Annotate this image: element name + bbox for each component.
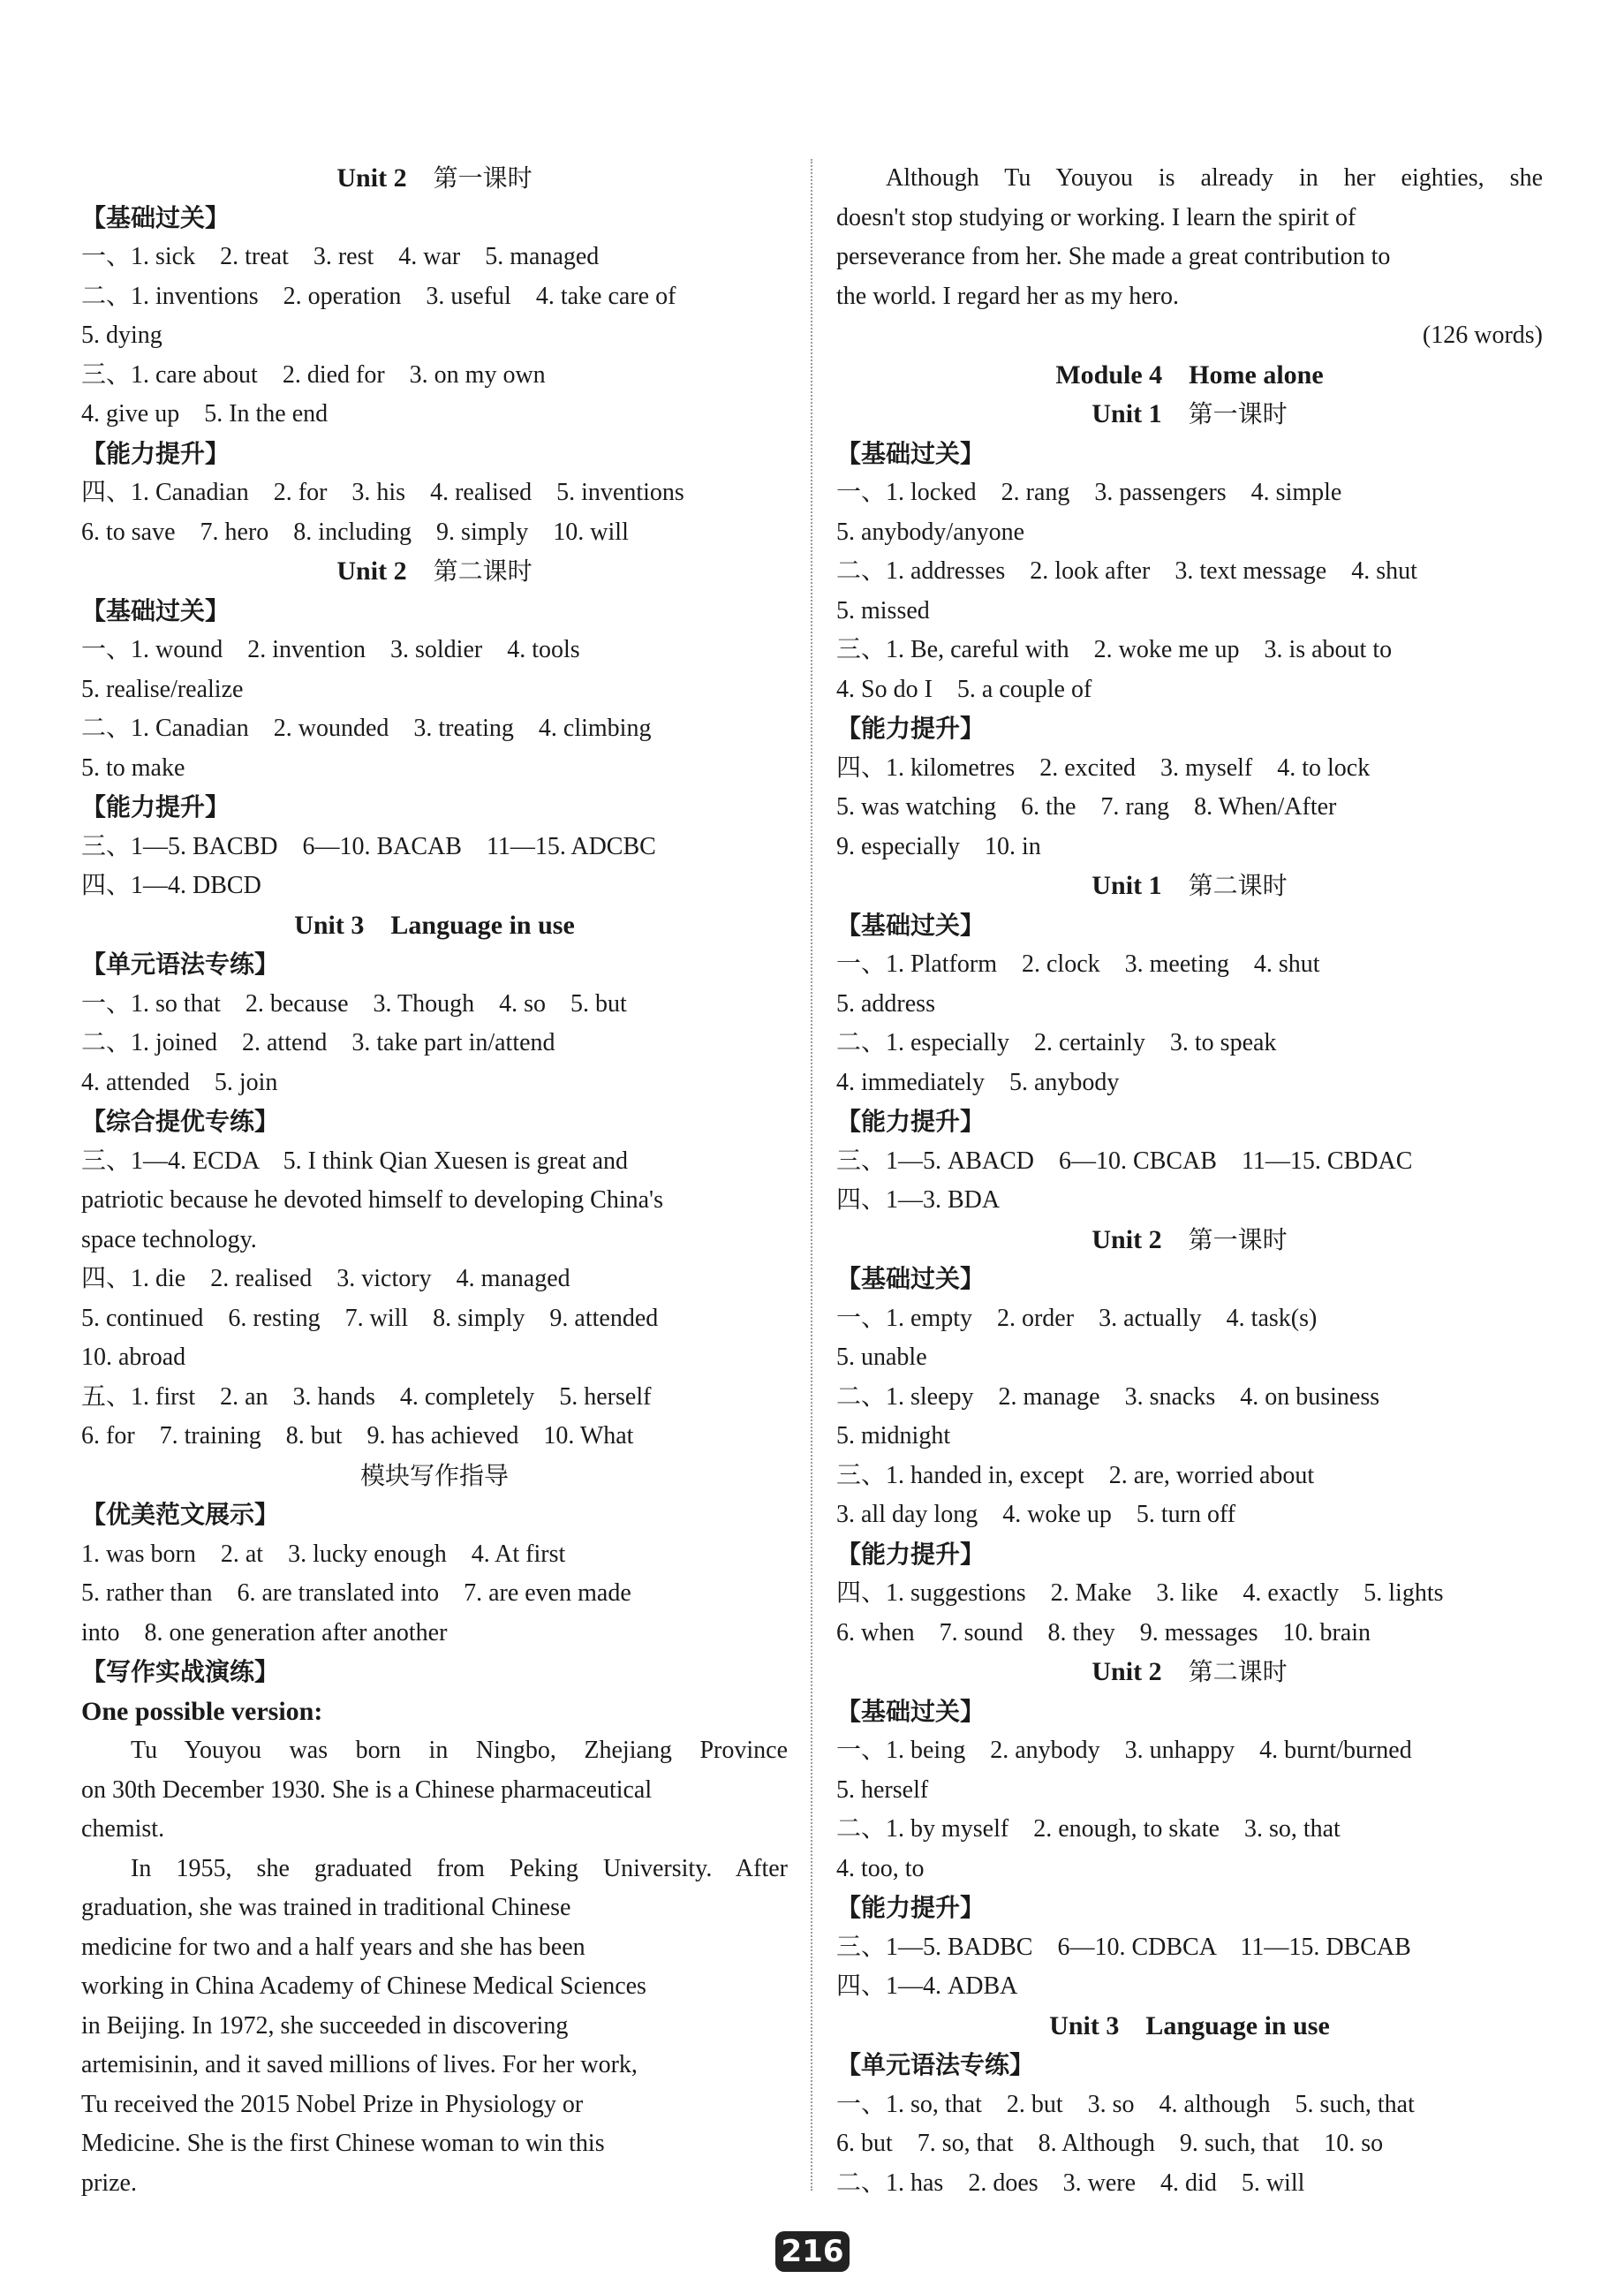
answer-line: 一、1. so that 2. because 3. Though 4. so 5. but xyxy=(81,989,627,1018)
title-text: Unit 2 xyxy=(336,556,407,586)
answer-line: the world. I regard her as my hero. xyxy=(836,282,1179,310)
answer-line: 三、1—5. BACBD 6—10. BACAB 11—15. ADCBC xyxy=(81,832,656,860)
answer-line: 6. to save 7. hero 8. including 9. simply 10. will xyxy=(81,518,629,546)
answer-line: 5. unable xyxy=(836,1344,927,1371)
answer-line: graduation, she was trained in traditional Chinese xyxy=(81,1894,571,1921)
lesson-label: 第一课时 xyxy=(433,163,533,193)
section-title xyxy=(81,1457,788,1496)
answer-line: 五、1. first 2. an 3. hands 4. completely 5. herself xyxy=(81,1382,652,1411)
column-divider xyxy=(811,159,812,2191)
answer-line: artemisinin, and it saved millions of lives. For her work, xyxy=(81,2051,638,2078)
answer-line: working in China Academy of Chinese Medical Sciences xyxy=(81,1972,646,2000)
section-heading: 【基础过关】 xyxy=(81,202,230,232)
section-heading: 【能力提升】 xyxy=(836,1539,986,1569)
answer-line: 三、1. Be, careful with 2. woke me up 3. is about to xyxy=(836,636,1393,663)
answer-line: 10. abroad xyxy=(81,1344,186,1371)
answer-line: 四、1. Canadian 2. for 3. his 4. realised 5. inventions xyxy=(81,479,684,506)
section-heading: 【综合提优专练】 xyxy=(81,1107,280,1136)
answer-line: chemist. xyxy=(81,1815,165,1843)
section-title xyxy=(836,1221,1543,1260)
section-title xyxy=(81,159,788,199)
answer-line: 三、1. handed in, except 2. are, worried about xyxy=(836,1461,1315,1489)
section-heading: 【能力提升】 xyxy=(836,1107,986,1136)
answer-line: 二、1. by myself 2. enough, to skate 3. so, that xyxy=(836,1815,1341,1843)
answer-line: 一、1. empty 2. order 3. actually 4. task(s) xyxy=(836,1304,1318,1332)
title-text: Module 4 Home alone xyxy=(1055,360,1324,390)
answer-line: 二、1. inventions 2. operation 3. useful 4. take care of xyxy=(81,282,676,310)
answer-line: 二、1. addresses 2. look after 3. text message 4. shut xyxy=(836,557,1417,585)
answer-line: 5. dying xyxy=(81,322,162,349)
page-number: 216 xyxy=(775,2231,850,2272)
lesson-label: 第一课时 xyxy=(1188,399,1288,428)
answer-line: 三、1—5. ABACD 6—10. CBCAB 11—15. CBDAC xyxy=(836,1147,1413,1175)
paragraph-line: Although Tu Youyou is already in her eighties, she xyxy=(886,164,1543,192)
answer-line: 四、1—4. DBCD xyxy=(81,872,261,899)
answer-line: 二、1. Canadian 2. wounded 3. treating 4. climbing xyxy=(81,715,652,742)
title-text: Unit 2 xyxy=(1091,1224,1162,1254)
answer-line: 三、1—5. BADBC 6—10. CDBCA 11—15. DBCAB xyxy=(836,1933,1411,1961)
section-title xyxy=(836,395,1543,435)
section-title xyxy=(836,2007,1543,2047)
paragraph-line: Tu Youyou was born in Ningbo, Zhejiang Province xyxy=(131,1737,788,1764)
answer-line: Tu received the 2015 Nobel Prize in Physiology or xyxy=(81,2090,584,2118)
lesson-label: 第一课时 xyxy=(1188,1224,1288,1254)
answer-line: 5. address xyxy=(836,989,935,1018)
section-title xyxy=(836,1653,1543,1692)
essay-heading: One possible version: xyxy=(81,1696,323,1726)
answer-line: doesn't stop studying or working. I learn the spirit of xyxy=(836,203,1356,231)
answer-line: 一、1. Platform 2. clock 3. meeting 4. shut xyxy=(836,950,1320,978)
answer-line: 6. when 7. sound 8. they 9. messages 10. brain xyxy=(836,1618,1371,1646)
answer-line: 四、1. suggestions 2. Make 3. like 4. exactly 5. lights xyxy=(836,1579,1444,1607)
answer-line: 9. especially 10. in xyxy=(836,832,1041,860)
section-heading: 【优美范文展示】 xyxy=(81,1500,280,1529)
answer-line: 5. was watching 6. the 7. rang 8. When/After xyxy=(836,793,1337,821)
section-title xyxy=(81,906,788,946)
answer-line: 二、1. sleepy 2. manage 3. snacks 4. on business xyxy=(836,1382,1380,1411)
title-text: Unit 2 xyxy=(336,163,407,193)
lesson-label: 第二课时 xyxy=(1188,871,1288,900)
answer-line: 四、1—4. ADBA xyxy=(836,1972,1018,2000)
answer-line: perseverance from her. She made a great contribution to xyxy=(836,243,1391,270)
answer-line: 二、1. joined 2. attend 3. take part in/attend xyxy=(81,1029,555,1056)
section-title xyxy=(836,356,1543,396)
section-heading: 【能力提升】 xyxy=(836,714,986,743)
paragraph-line: In 1955, she graduated from Peking University. After xyxy=(131,1854,788,1882)
answer-line: 5. realise/realize xyxy=(81,675,244,703)
answer-line: 3. all day long 4. woke up 5. turn off xyxy=(836,1501,1236,1528)
answer-line: 一、1. being 2. anybody 3. unhappy 4. burnt/burned xyxy=(836,1737,1412,1764)
answer-line: into 8. one generation after another xyxy=(81,1618,448,1646)
section-heading: 【基础过关】 xyxy=(836,910,986,940)
answer-line: 三、1—4. ECDA 5. I think Qian Xuesen is great and xyxy=(81,1147,629,1175)
answer-line: 5. continued 6. resting 7. will 8. simply 9. attended xyxy=(81,1304,659,1332)
answer-line: space technology. xyxy=(81,1225,257,1253)
answer-line: patriotic because he devoted himself to developing China's xyxy=(81,1186,663,1214)
answer-line: 一、1. locked 2. rang 3. passengers 4. simple xyxy=(836,479,1342,506)
section-heading: 【基础过关】 xyxy=(836,1696,986,1726)
answer-line: 二、1. has 2. does 3. were 4. did 5. will xyxy=(836,2169,1305,2197)
answer-line: 三、1. care about 2. died for 3. on my own xyxy=(81,360,546,389)
section-heading: 【能力提升】 xyxy=(81,792,230,821)
answer-line: 5. herself xyxy=(836,1775,929,1804)
lesson-label: 第二课时 xyxy=(433,556,533,586)
section-heading: 【基础过关】 xyxy=(836,438,986,468)
answer-line: in Beijing. In 1972, she succeeded in discovering xyxy=(81,2011,569,2040)
answer-line: 6. for 7. training 8. but 9. has achieved 10. What xyxy=(81,1422,634,1450)
answer-line: 二、1. especially 2. certainly 3. to speak xyxy=(836,1029,1277,1056)
answer-line: 4. So do I 5. a couple of xyxy=(836,675,1092,703)
answer-line: 4. give up 5. In the end xyxy=(81,400,329,428)
section-heading: 【能力提升】 xyxy=(81,438,230,468)
answer-line: 一、1. wound 2. invention 3. soldier 4. tools xyxy=(81,636,580,663)
section-heading: 【单元语法专练】 xyxy=(836,2050,1035,2079)
title-text: Unit 3 Language in use xyxy=(294,910,575,940)
answer-line: 四、1—3. BDA xyxy=(836,1186,1001,1214)
answer-line: prize. xyxy=(81,2169,137,2197)
title-text: Unit 1 xyxy=(1091,399,1162,428)
title-text: Unit 3 Language in use xyxy=(1049,2010,1330,2040)
answer-line: 4. too, to xyxy=(836,1854,925,1882)
section-heading: 【写作实战演练】 xyxy=(81,1657,280,1686)
answer-line: 5. midnight xyxy=(836,1422,951,1450)
answer-line: 1. was born 2. at 3. lucky enough 4. At first xyxy=(81,1540,566,1568)
section-heading: 【基础过关】 xyxy=(81,595,230,625)
answer-line: 5. rather than 6. are translated into 7. are even made xyxy=(81,1579,631,1607)
lesson-label: 模块写作指导 xyxy=(359,1460,509,1490)
answer-line: 6. but 7. so, that 8. Although 9. such, that 10. so xyxy=(836,2130,1384,2157)
answer-line: 一、1. so, that 2. but 3. so 4. although 5. such, that xyxy=(836,2090,1415,2118)
answer-line: 5. anybody/anyone xyxy=(836,518,1025,546)
section-title xyxy=(81,552,788,592)
answer-line: 5. missed xyxy=(836,596,930,624)
section-heading: 【能力提升】 xyxy=(836,1893,986,1922)
answer-line: 一、1. sick 2. treat 3. rest 4. war 5. managed xyxy=(81,243,600,270)
answer-line: 四、1. die 2. realised 3. victory 4. managed xyxy=(81,1265,570,1292)
right-column xyxy=(836,159,1543,2203)
answer-line: medicine for two and a half years and she has been xyxy=(81,1933,585,1961)
left-column xyxy=(81,159,788,2203)
word-count: (126 words) xyxy=(1422,322,1543,349)
answer-line: 4. immediately 5. anybody xyxy=(836,1068,1120,1096)
section-heading: 【基础过关】 xyxy=(836,1264,986,1293)
title-text: Unit 2 xyxy=(1091,1657,1162,1686)
section-title xyxy=(836,867,1543,906)
title-text: Unit 1 xyxy=(1091,871,1162,900)
answer-line: 4. attended 5. join xyxy=(81,1068,278,1096)
answer-line: Medicine. She is the first Chinese woman to win this xyxy=(81,2130,605,2157)
lesson-label: 第二课时 xyxy=(1188,1657,1288,1686)
section-heading: 【单元语法专练】 xyxy=(81,950,280,979)
answer-line: on 30th December 1930. She is a Chinese pharmaceutical xyxy=(81,1775,653,1804)
answer-line: 四、1. kilometres 2. excited 3. myself 4. to lock xyxy=(836,753,1371,782)
answer-line: 5. to make xyxy=(81,753,185,782)
